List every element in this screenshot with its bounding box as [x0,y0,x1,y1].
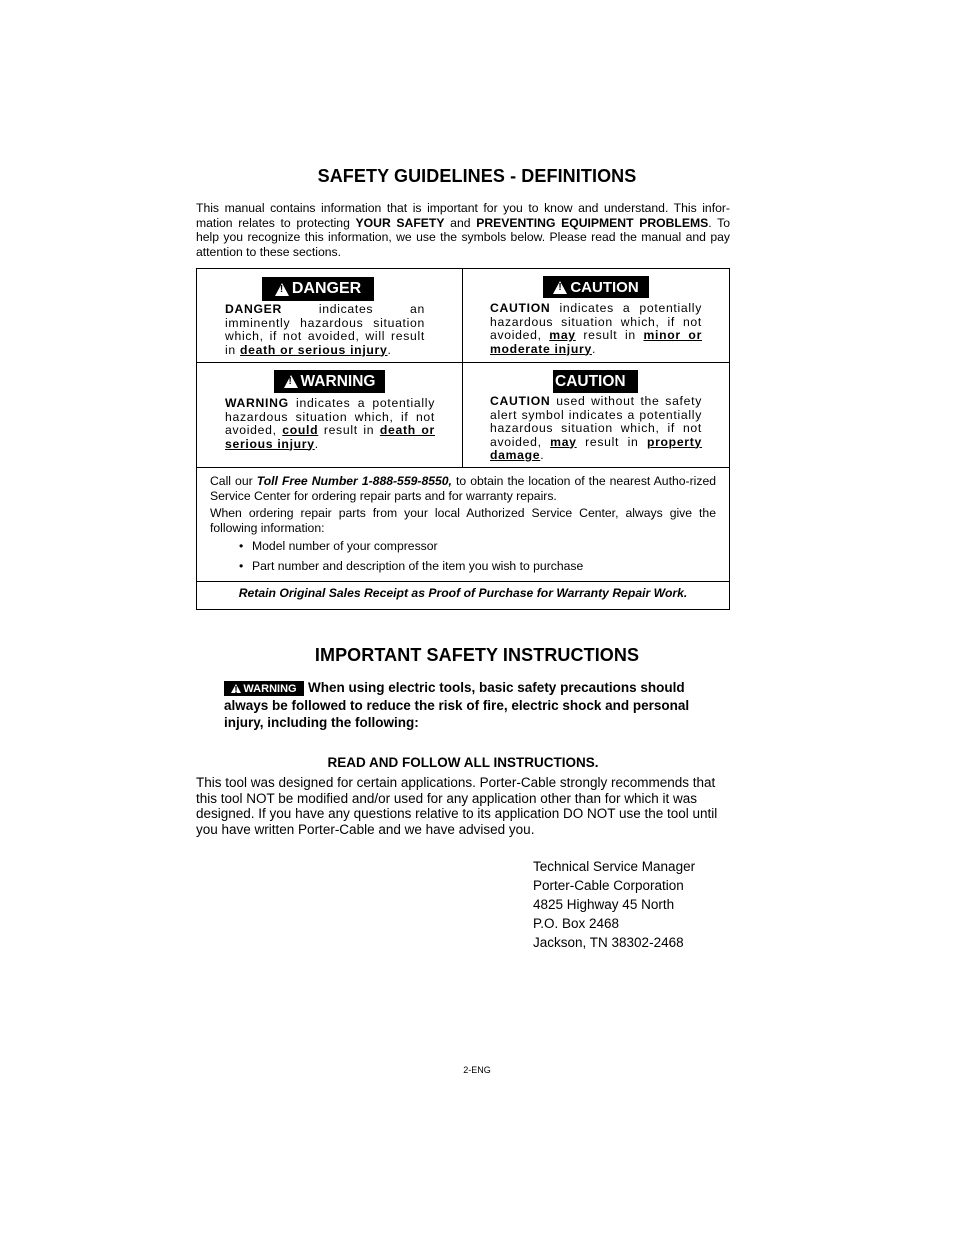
intro-paragraph: This manual contains information that is important for you to know and understand. This infor-mation relates to protecting YOUR SAFETY and PREVENTING EQUIPMENT PROBLEMS. To help you recognize this information, we use the symbols below. Please read the manual and pay attention to these sections. [196,201,730,259]
design-notice-paragraph: This tool was designed for certain applications. Porter-Cable strongly recommends that this tool NOT be modified and/or used for any application other than for which it was designed. If you have any questions relative to its application DO NOT use the tool until you have written Porter-Cable and we have advised you. [196,775,718,837]
warning-badge-small: ! WARNING [224,681,304,696]
alert-triangle-icon [275,283,289,296]
caution-badge: ! CAUTION [543,276,649,298]
section-title-instructions: IMPORTANT SAFETY INSTRUCTIONS [314,645,640,665]
page-number: 2-ENG [463,1065,491,1075]
warning-lead-text: When using electric tools, basic safety precautions should always be followed to reduce the risk of fire, electric shock and personal injury, including the following: [224,680,690,730]
read-follow-heading: READ AND FOLLOW ALL INSTRUCTIONS. [327,755,599,770]
danger-badge: ! DANGER [262,277,374,301]
caution-property-definition: CAUTION used without the safety alert symbol indicates a potentially hazardous situation which, if not avoided, may result in property damage. [490,394,702,462]
address-line: Technical Service Manager [533,859,696,874]
list-item: • Part number and description of the item you wish to purchase [252,559,716,574]
warning-definition: WARNING indicates a potentially hazardous situation which, if not avoided, could result in death or serious injury. [225,396,435,451]
row-divider [196,467,730,468]
retain-receipt-note: Retain Original Sales Receipt as Proof of Purchase for Warranty Repair Work. [238,586,688,600]
alert-triangle-icon [284,375,298,388]
cell-divider-vertical [462,268,463,468]
section-title-definitions: SAFETY GUIDELINES - DEFINITIONS [317,166,637,186]
warning-badge: ! WARNING [274,370,385,393]
caution-definition: CAUTION indicates a potentially hazardous situation which, if not avoided, may result in minor or moderate injury. [490,301,703,356]
ordering-paragraph: When ordering repair parts from your local Authorized Service Center, always give the following information: [210,506,716,535]
caution-badge-no-symbol: CAUTION [553,370,638,393]
address-line: Porter-Cable Corporation [533,878,684,893]
list-item: • Model number of your compressor [252,539,716,554]
ordering-list [210,539,716,573]
row-divider [196,362,730,363]
alert-triangle-icon [553,281,567,294]
service-info [210,474,716,578]
address-block [533,859,695,954]
address-line: 4825 Highway 45 North [533,897,675,912]
address-line: Jackson, TN 38302-2468 [533,935,684,950]
address-line: P.O. Box 2468 [533,916,620,931]
danger-definition: DANGER indicates an imminently hazardous situation which, if not avoided, will result in death or serious injury. [225,302,425,357]
toll-free-paragraph: Call our Toll Free Number 1-888-559-8550, to obtain the location of the nearest Autho-rized Service Center for ordering repair parts and for warranty repairs. [210,474,717,503]
row-divider [196,581,730,582]
